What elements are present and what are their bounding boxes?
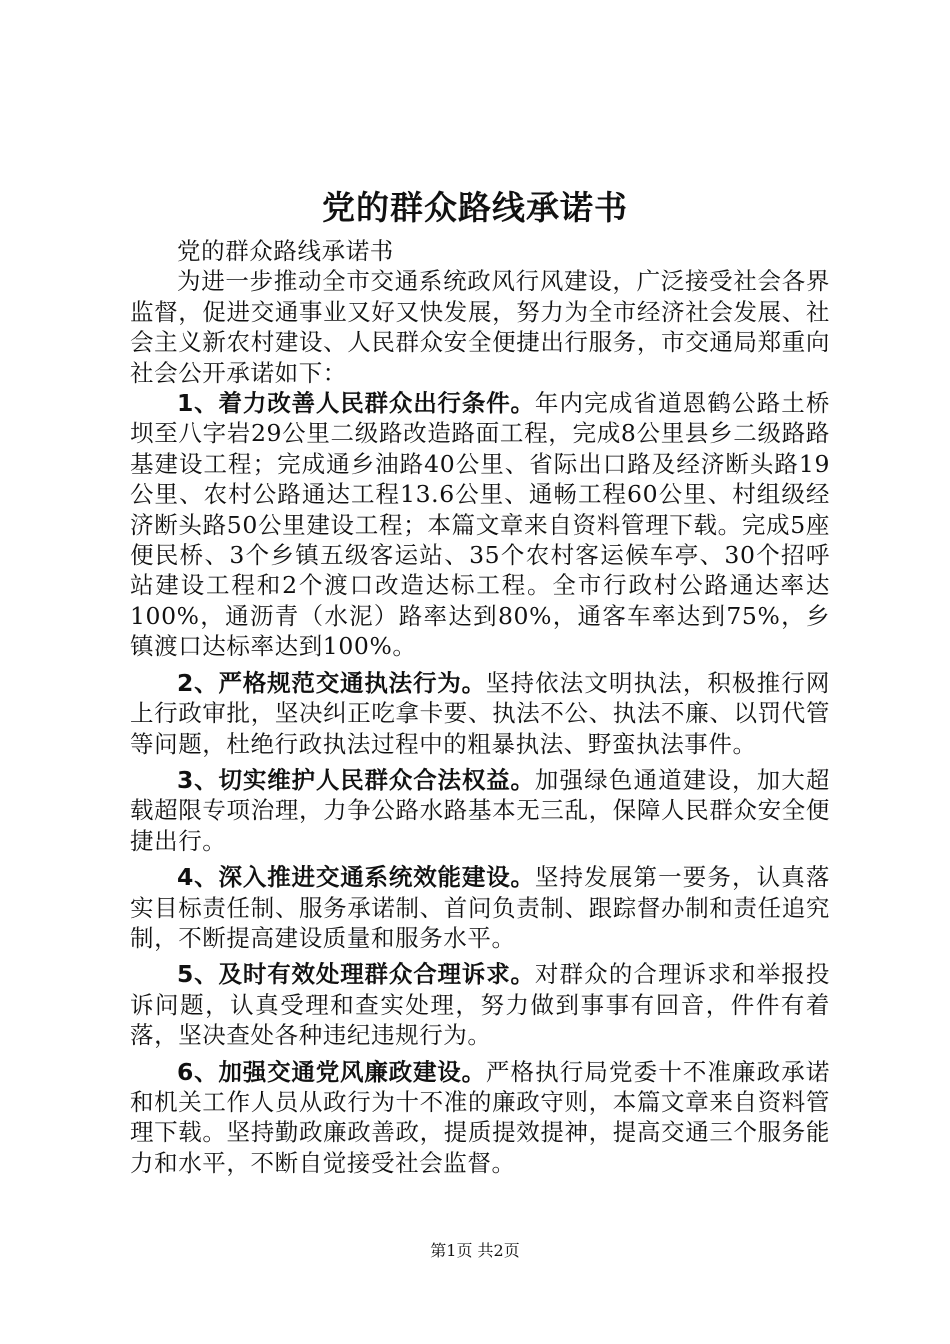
- commitment-item: [130, 959, 830, 1050]
- commitment-text: 坚持依法文明执法，积极推行网上行政审批，坚决纠正吃拿卡要、执法不公、执法不廉、以罚代管等问题，杜绝行政执法过程中的粗暴执法、野蛮执法事件。: [130, 668, 830, 758]
- commitment-heading: 5、及时有效处理群众合理诉求。: [177, 960, 535, 989]
- commitment-text: 对群众的合理诉求和举报投诉问题，认真受理和查实处理，努力做到事事有回音，件件有着落，坚决查处各种违纪违规行为。: [130, 960, 831, 1050]
- commitment-heading: 1、着力改善人民群众出行条件。: [177, 389, 535, 418]
- commitment-text: 加强绿色通道建设，加大超载超限专项治理，力争公路水路基本无三乱，保障人民群众安全便捷出行。: [130, 765, 831, 855]
- commitment-item: [130, 668, 830, 759]
- commitment-heading: 2、严格规范交通执法行为。: [177, 668, 486, 697]
- commitment-heading: 4、深入推进交通系统效能建设。: [177, 863, 535, 892]
- commitment-item: [130, 1057, 830, 1179]
- page-number: 第1页 共2页: [430, 1241, 520, 1260]
- intro-paragraph: 为进一步推动全市交通系统政风行风建设，广泛接受社会各界监督，促进交通事业又好又快发展，努力为全市经济社会发展、社会主义新农村建设、人民群众安全便捷出行服务，市交通局郑重向社会公开承诺如下：: [130, 267, 830, 387]
- commitment-heading: 3、切实维护人民群众合法权益。: [177, 765, 535, 794]
- document-title: 党的群众路线承诺书: [322, 188, 628, 227]
- commitment-text: 严格执行局党委十不准廉政承诺和机关工作人员从政行为十不准的廉政守则，本篇文章来自资料管理下载。坚持勤政廉政善政，提质提效提神，提高交通三个服务能力和水平，不断自觉接受社会监督。: [130, 1057, 830, 1177]
- commitment-item: [130, 862, 830, 953]
- commitment-text: 年内完成省道恩鹤公路土桥坝至八字岩29公里二级路改造路面工程，完成8公里县乡二级路路基建设工程；完成通乡油路40公里、省际出口路及经济断头路19公里、农村公路通达工程13.6公里、通畅工程60公里、村组级经济断头路50公里建设工程；本篇文章来自资料管理下载。完成5座便民桥、3个乡镇五级客运站、35个农村客运候车亭、30个招呼站建设工程和2个渡口改造达标工程。全市行政村公路通达率达100%，通沥青（水泥）路率达到80%，通客车率达到75%，乡镇渡口达标率达到100%。: [130, 389, 831, 661]
- document-body: [130, 236, 830, 1178]
- commitment-heading: 6、加强交通党风廉政建设。: [177, 1057, 486, 1086]
- commitment-item: [130, 388, 830, 662]
- document-subtitle: 党的群众路线承诺书: [177, 237, 394, 265]
- commitment-item: [130, 765, 830, 856]
- commitment-text: 坚持发展第一要务，认真落实目标责任制、服务承诺制、首问负责制、跟踪督办制和责任追究制，不断提高建设质量和服务水平。: [130, 863, 831, 952]
